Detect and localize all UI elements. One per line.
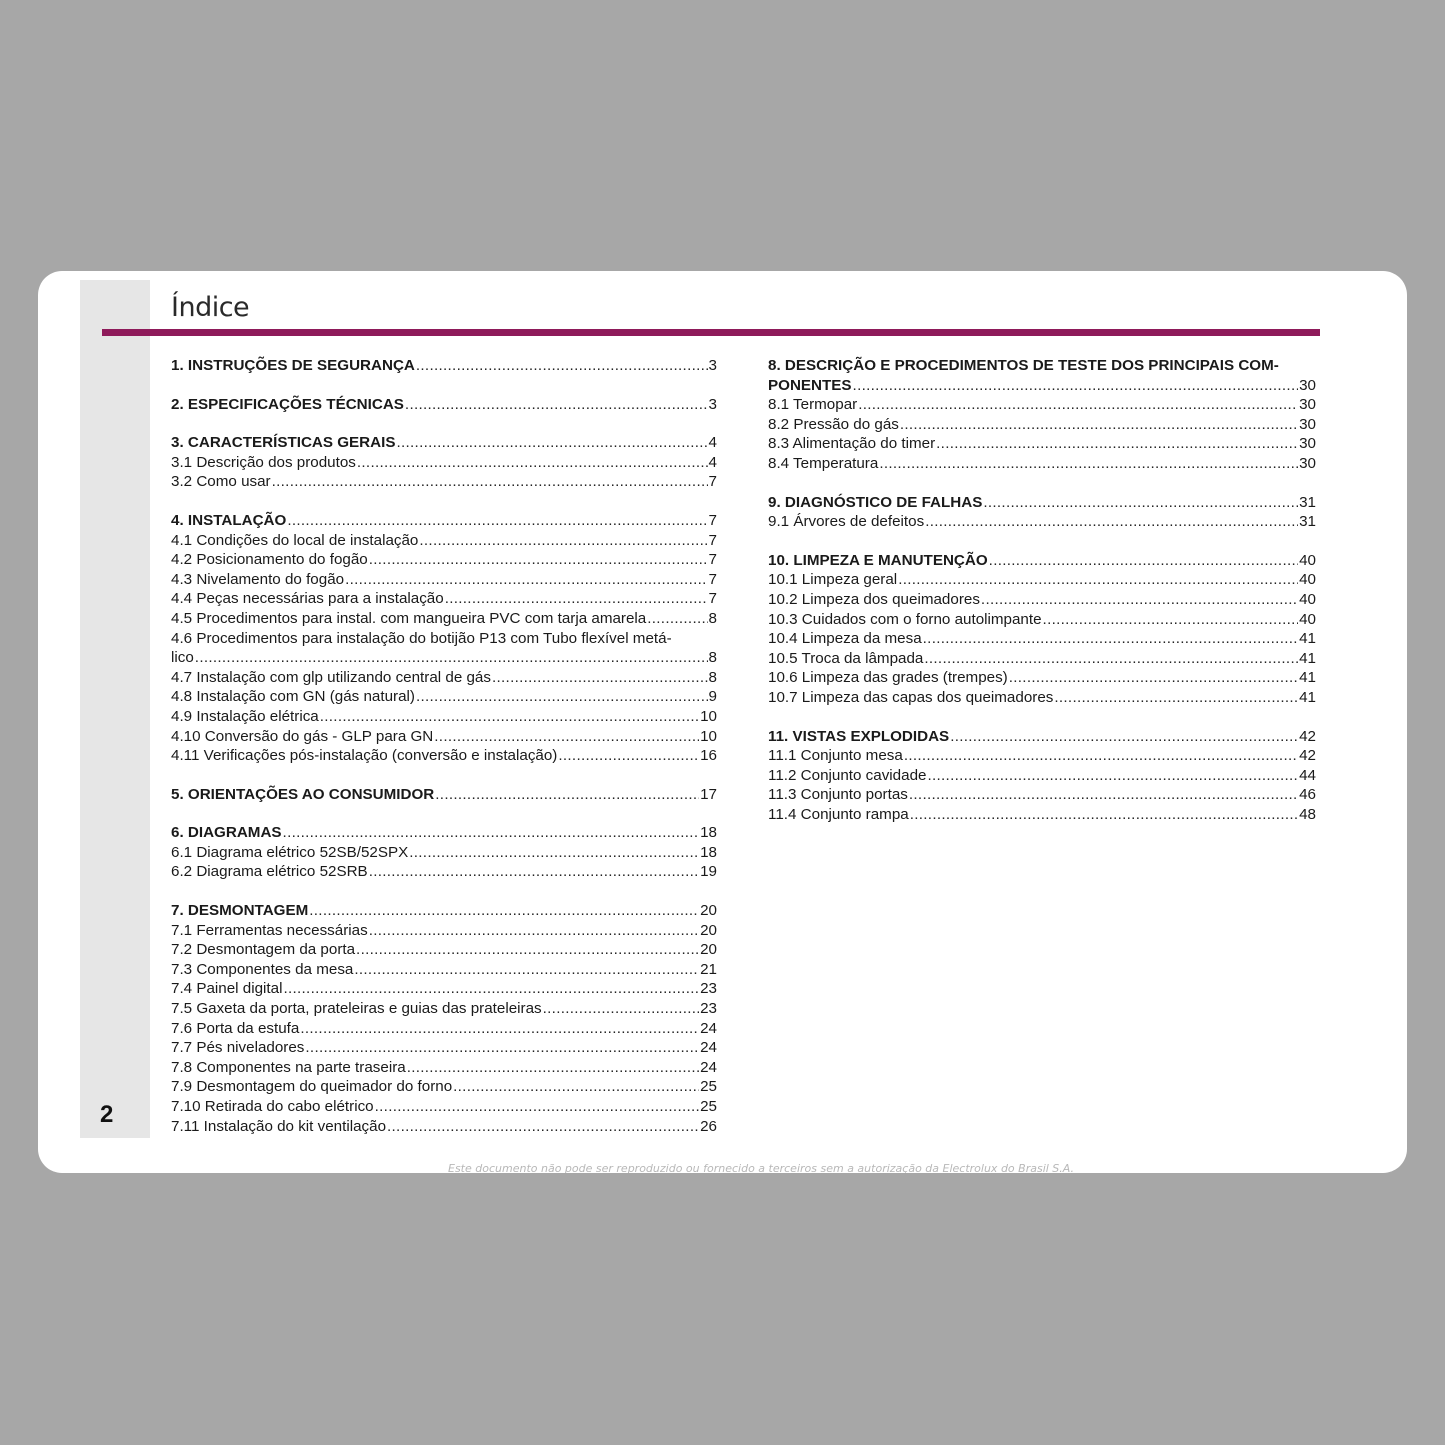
- toc-entry-label: 11.2 Conjunto cavidade: [768, 766, 927, 784]
- toc-section-heading[interactable]: [171, 511, 717, 531]
- toc-entry-label: 8.1 Termopar: [768, 396, 858, 414]
- dot-leader: [405, 395, 708, 415]
- toc-entry-label: PONENTES: [768, 376, 852, 394]
- toc-page-number: 31: [1299, 513, 1316, 531]
- toc-page-number: 23: [700, 1000, 717, 1018]
- toc-entry-label: 10.7 Limpeza das capas dos queimadores: [768, 688, 1054, 706]
- toc-entry-label: 4. INSTALAÇÃO: [171, 511, 287, 529]
- toc-entry[interactable]: [171, 862, 717, 882]
- dot-leader: [983, 493, 1298, 513]
- dot-leader: [283, 823, 700, 843]
- toc-page-number: 3: [708, 357, 717, 374]
- toc-entry[interactable]: [171, 746, 717, 766]
- dot-leader: [989, 551, 1298, 571]
- toc-page-number: 24: [700, 1019, 717, 1037]
- toc-entry-label: 7.11 Instalação do kit ventilação: [171, 1117, 387, 1135]
- section-gap: [171, 804, 717, 823]
- toc-entry[interactable]: [171, 1038, 717, 1058]
- dot-leader: [445, 589, 708, 609]
- toc-entry[interactable]: [171, 707, 717, 727]
- toc-entry-label: 7. DESMONTAGEM: [171, 902, 309, 920]
- toc-entry-label: 11.1 Conjunto mesa: [768, 747, 903, 765]
- footer-disclaimer: Este documento não pode ser reproduzido ou fornecido a terceiros sem a autorização da Electrolux do Brasil S.A.: [448, 1162, 1075, 1173]
- dot-leader: [369, 550, 708, 570]
- dot-leader: [305, 1038, 699, 1058]
- toc-entry-label: 7.7 Pés niveladores: [171, 1039, 305, 1057]
- toc-entry-label: 7.9 Desmontagem do queimador do forno: [171, 1078, 453, 1096]
- dot-leader: [396, 433, 707, 453]
- toc-page-number: 30: [1299, 396, 1316, 414]
- toc-entry-label: 5. ORIENTAÇÕES AO CONSUMIDOR: [171, 785, 435, 803]
- toc-entry-label: 10.2 Limpeza dos queimadores: [768, 590, 980, 608]
- toc-entry[interactable]: [171, 1019, 717, 1039]
- toc-entry-label: 8.2 Pressão do gás: [768, 415, 899, 433]
- dot-leader: [909, 785, 1298, 805]
- toc-entry-label: 10.6 Limpeza das grades (trempes): [768, 669, 1008, 687]
- toc-entry[interactable]: [768, 570, 1316, 590]
- toc-page-number: 3: [708, 395, 717, 413]
- toc-entry-label: lico: [171, 649, 194, 667]
- toc-entry[interactable]: [768, 395, 1316, 415]
- toc-entry[interactable]: [171, 1058, 717, 1078]
- toc-page-number: 18: [700, 843, 717, 861]
- toc-entry-label: 10.5 Troca da lâmpada: [768, 649, 924, 667]
- dot-leader: [1054, 688, 1298, 708]
- toc-page-number: 23: [700, 980, 717, 998]
- toc-section-heading[interactable]: [171, 433, 717, 453]
- toc-page-number: 42: [1299, 727, 1316, 745]
- dot-leader: [375, 1097, 699, 1117]
- toc-entry-label: 9. DIAGNÓSTICO DE FALHAS: [768, 493, 983, 511]
- dot-leader: [356, 940, 699, 960]
- dot-leader: [287, 511, 707, 531]
- dot-leader: [345, 570, 707, 590]
- toc-section-heading[interactable]: [171, 901, 717, 921]
- dot-leader: [309, 901, 699, 921]
- toc-page-number: 40: [1299, 551, 1316, 569]
- toc-entry-label: 10. LIMPEZA E MANUTENÇÃO: [768, 551, 988, 569]
- toc-section-heading[interactable]: [171, 395, 717, 415]
- toc-page-number: 8: [708, 609, 717, 627]
- dot-leader: [924, 649, 1298, 669]
- toc-entry[interactable]: [171, 472, 717, 492]
- toc-entry-label: 3.1 Descrição dos produtos: [171, 453, 356, 471]
- toc-entry[interactable]: [171, 668, 717, 688]
- dot-leader: [853, 376, 1299, 396]
- dot-leader: [925, 512, 1298, 532]
- dot-leader: [416, 356, 708, 376]
- toc-page-number: 40: [1299, 610, 1316, 628]
- toc-entry-label: 4.2 Posicionamento do fogão: [171, 551, 368, 569]
- toc-entry[interactable]: [768, 649, 1316, 669]
- dot-leader: [558, 746, 699, 766]
- toc-entry-label: 4.9 Instalação elétrica: [171, 707, 319, 725]
- toc-page-number: 7: [708, 551, 717, 569]
- toc-entry-label: 10.3 Cuidados com o forno autolimpante: [768, 610, 1042, 628]
- dot-leader: [407, 1058, 699, 1078]
- toc-page-number: 20: [700, 902, 717, 920]
- toc-entry-label: 7.3 Componentes da mesa: [171, 960, 354, 978]
- toc-page-number: 41: [1299, 630, 1316, 648]
- dot-leader: [283, 979, 699, 999]
- toc-page-number: 44: [1299, 766, 1316, 784]
- toc-entry-label: 10.4 Limpeza da mesa: [768, 630, 922, 648]
- toc-page-number: 7: [708, 531, 717, 549]
- toc-entry[interactable]: [171, 1077, 717, 1097]
- toc-page-number: 42: [1299, 747, 1316, 765]
- section-gap: [171, 492, 717, 511]
- toc-entry[interactable]: [768, 688, 1316, 708]
- toc-entry-label: 4.8 Instalação com GN (gás natural): [171, 688, 415, 706]
- toc-entry[interactable]: [171, 531, 717, 551]
- dot-leader: [419, 531, 707, 551]
- dot-leader: [981, 590, 1298, 610]
- toc-section-heading[interactable]: [171, 823, 717, 843]
- toc-section-heading[interactable]: [768, 727, 1316, 747]
- toc-entry[interactable]: [171, 648, 717, 668]
- toc-entry-label: 7.1 Ferramentas necessárias: [171, 921, 368, 939]
- toc-entry-label: 2. ESPECIFICAÇÕES TÉCNICAS: [171, 395, 404, 413]
- section-gap: [171, 414, 717, 433]
- toc-page-number: 40: [1299, 571, 1316, 589]
- toc-entry[interactable]: [768, 454, 1316, 474]
- toc-entry-label: 4.1 Condições do local de instalação: [171, 531, 419, 549]
- toc-entry-label: 8.4 Temperatura: [768, 454, 879, 472]
- dot-leader: [904, 746, 1298, 766]
- toc-entry-label: 4.4 Peças necessárias para a instalação: [171, 590, 444, 608]
- dot-leader: [354, 960, 699, 980]
- toc-section-heading[interactable]: [171, 785, 717, 805]
- toc-entry[interactable]: [171, 727, 717, 747]
- toc-entry-label: 10.1 Limpeza geral: [768, 571, 898, 589]
- toc-entry-label: 7.2 Desmontagem da porta: [171, 941, 356, 959]
- dot-leader: [435, 785, 699, 805]
- dot-leader: [434, 727, 699, 747]
- toc-page-number: 21: [700, 960, 717, 978]
- section-gap: [768, 708, 1316, 727]
- toc-page-number: 16: [700, 747, 717, 765]
- dot-leader: [858, 395, 1298, 415]
- toc-page-number: 9: [708, 688, 717, 706]
- dot-leader: [195, 648, 708, 668]
- toc-entry[interactable]: [768, 415, 1316, 435]
- toc-entry[interactable]: [768, 629, 1316, 649]
- toc-page-number: 48: [1299, 805, 1316, 823]
- toc-entry[interactable]: [171, 843, 717, 863]
- toc-entry[interactable]: [171, 453, 717, 473]
- toc-section-heading[interactable]: [768, 493, 1316, 513]
- dot-leader: [898, 570, 1298, 590]
- toc-page-number: 30: [1299, 435, 1316, 453]
- toc-entry[interactable]: [768, 746, 1316, 766]
- toc-section-heading[interactable]: [171, 356, 717, 376]
- toc-entry-label: 7.8 Componentes na parte traseira: [171, 1058, 406, 1076]
- toc-entry[interactable]: [768, 512, 1316, 532]
- toc-page-number: 18: [700, 824, 717, 842]
- title-divider: [102, 329, 1320, 336]
- dot-leader: [936, 434, 1298, 454]
- toc-page-number: 8: [708, 649, 717, 667]
- toc-entry-label: 4.5 Procedimentos para instal. com mangueira PVC com tarja amarela: [171, 609, 647, 627]
- toc-page-number: 26: [700, 1117, 717, 1135]
- page-title: Índice: [171, 292, 250, 323]
- toc-page-number: 41: [1299, 669, 1316, 687]
- toc-page-number: 7: [708, 570, 717, 588]
- toc-right-column: [768, 356, 1316, 824]
- toc-entry-label: 6. DIAGRAMAS: [171, 824, 282, 842]
- toc-page-number: 7: [708, 511, 717, 529]
- toc-page-number: 31: [1299, 493, 1316, 511]
- dot-leader: [453, 1077, 699, 1097]
- toc-entry[interactable]: [768, 610, 1316, 630]
- toc-section-heading[interactable]: [768, 376, 1316, 396]
- dot-leader: [369, 862, 699, 882]
- dot-leader: [923, 629, 1298, 649]
- dot-leader: [1043, 610, 1299, 630]
- toc-section-heading[interactable]: [768, 551, 1316, 571]
- toc-entry-label: 3.2 Como usar: [171, 473, 271, 491]
- toc-entry[interactable]: [171, 979, 717, 999]
- toc-page-number: 10: [700, 707, 717, 725]
- toc-entry[interactable]: [171, 1117, 717, 1137]
- toc-entry-label: 3. CARACTERÍSTICAS GERAIS: [171, 434, 396, 452]
- toc-entry[interactable]: [171, 1097, 717, 1117]
- toc-page-number: 24: [700, 1039, 717, 1057]
- toc-entry-label: 7.5 Gaxeta da porta, prateleiras e guias das prateleiras: [171, 1000, 542, 1018]
- toc-page-number: 20: [700, 921, 717, 939]
- dot-leader: [357, 453, 708, 473]
- toc-page-number: 17: [700, 785, 717, 803]
- toc-page-number: 4: [708, 434, 717, 452]
- toc-entry[interactable]: [768, 766, 1316, 786]
- toc-page-number: 7: [708, 473, 717, 491]
- toc-page-number: 30: [1299, 376, 1316, 394]
- toc-entry-label: 4.11 Verificações pós-instalação (conversão e instalação): [171, 747, 558, 765]
- dot-leader: [272, 472, 708, 492]
- section-gap: [171, 882, 717, 901]
- toc-entry-continued[interactable]: 8. DESCRIÇÃO E PROCEDIMENTOS DE TESTE DOS PRINCIPAIS COM-: [768, 357, 1279, 374]
- toc-entry-label: 7.4 Painel digital: [171, 980, 283, 998]
- toc-page-number: 25: [700, 1078, 717, 1096]
- dot-leader: [927, 766, 1298, 786]
- dot-leader: [879, 454, 1298, 474]
- dot-leader: [369, 921, 699, 941]
- dot-leader: [900, 415, 1298, 435]
- toc-entry-label: 9.1 Árvores de defeitos: [768, 513, 925, 531]
- toc-page-number: 10: [700, 727, 717, 745]
- section-gap: [171, 766, 717, 785]
- dot-leader: [320, 707, 699, 727]
- toc-entry[interactable]: [768, 590, 1316, 610]
- toc-entry-label: 4.10 Conversão do gás - GLP para GN: [171, 727, 434, 745]
- toc-entry-label: 1. INSTRUÇÕES DE SEGURANÇA: [171, 357, 415, 374]
- toc-page-number: 30: [1299, 454, 1316, 472]
- dot-leader: [387, 1117, 699, 1137]
- side-strip: [80, 280, 150, 1138]
- dot-leader: [543, 999, 699, 1019]
- toc-page-number: 24: [700, 1058, 717, 1076]
- dot-leader: [300, 1019, 699, 1039]
- toc-page-number: 7: [708, 590, 717, 608]
- toc-entry-label: 4.3 Nivelamento do fogão: [171, 570, 345, 588]
- toc-entry[interactable]: [171, 999, 717, 1019]
- toc-entry[interactable]: [171, 609, 717, 629]
- dot-leader: [950, 727, 1298, 747]
- section-gap: [171, 376, 717, 395]
- toc-page-number: 41: [1299, 688, 1316, 706]
- toc-entry-label: 8.3 Alimentação do timer: [768, 435, 936, 453]
- toc-page-number: 40: [1299, 590, 1316, 608]
- toc-entry[interactable]: [171, 940, 717, 960]
- toc-entry[interactable]: [768, 668, 1316, 688]
- dot-leader: [910, 805, 1298, 825]
- toc-page-number: 4: [708, 453, 717, 471]
- toc-page-number: 46: [1299, 786, 1316, 804]
- toc-entry-label: 11.4 Conjunto rampa: [768, 805, 909, 823]
- toc-entry-continued[interactable]: 4.6 Procedimentos para instalação do botijão P13 com Tubo flexível metá-: [171, 629, 672, 647]
- dot-leader: [492, 668, 708, 688]
- toc-page-number: 41: [1299, 649, 1316, 667]
- toc-entry-label: 7.10 Retirada do cabo elétrico: [171, 1098, 374, 1115]
- document-page: [38, 271, 1407, 1173]
- toc-entry-label: 7.6 Porta da estufa: [171, 1019, 300, 1037]
- toc-page-number: 25: [700, 1098, 717, 1115]
- section-gap: [768, 474, 1316, 493]
- toc-entry[interactable]: [171, 570, 717, 590]
- toc-entry-label: 4.7 Instalação com glp utilizando central de gás: [171, 668, 491, 686]
- section-gap: [768, 532, 1316, 551]
- toc-entry-label: 11.3 Conjunto portas: [768, 786, 908, 804]
- page-number: 2: [100, 1101, 114, 1128]
- toc-page-number: 20: [700, 941, 717, 959]
- toc-left-column: [171, 356, 717, 1136]
- toc-entry[interactable]: [768, 434, 1316, 454]
- toc-entry[interactable]: [768, 785, 1316, 805]
- toc-entry[interactable]: [171, 687, 717, 707]
- toc-entry[interactable]: [171, 921, 717, 941]
- toc-page-number: 8: [708, 668, 717, 686]
- toc-entry[interactable]: [171, 960, 717, 980]
- toc-entry-label: 6.2 Diagrama elétrico 52SRB: [171, 863, 368, 881]
- toc-entry[interactable]: [171, 589, 717, 609]
- toc-entry[interactable]: [768, 805, 1316, 825]
- dot-leader: [409, 843, 699, 863]
- toc-page-number: 19: [700, 863, 717, 881]
- dot-leader: [647, 609, 707, 629]
- toc-entry-label: 6.1 Diagrama elétrico 52SB/52SPX: [171, 843, 409, 861]
- toc-page-number: 30: [1299, 415, 1316, 433]
- toc-entry-label: 11. VISTAS EXPLODIDAS: [768, 727, 950, 745]
- dot-leader: [1009, 668, 1298, 688]
- toc-entry[interactable]: [171, 550, 717, 570]
- dot-leader: [416, 687, 708, 707]
